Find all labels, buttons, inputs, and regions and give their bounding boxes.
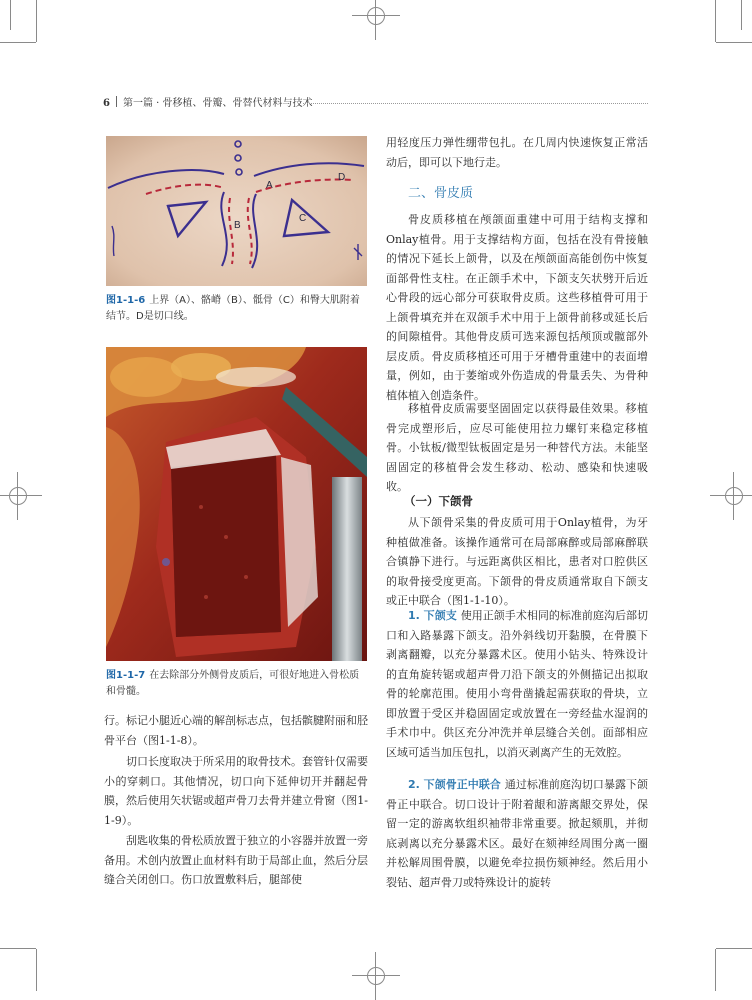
figure-marker-d: D	[338, 172, 346, 183]
body-paragraph: 切口长度取决于所采用的取骨技术。套管针仅需要小的穿刺口。其他情况，切口向下延伸切开并翻起骨膜，然后使用矢状锯或超声骨刀去骨并建立骨窗（图1-1-9）。	[104, 755, 368, 827]
body-paragraph: 骨皮质移植在颅颌面重建中可用于结构支撑和Onlay植骨。用于支撑结构方面，包括在没有骨接触的情况下延长上颌骨，以及在颅颌面高能创伤中恢复面部骨性支柱。在正颌手术中，下颌支矢状劈开后近心骨段的远心部分可获取骨皮质。这些移植骨可用于上颌骨填充并在双颌手术中用于上颌骨前移或延长后的间隙植骨。其他骨皮质可选来源包括颅顶或髋部外层皮质。骨皮质移植还可用于牙槽骨重建中的表面增量，例如，由于萎缩或外伤造成的骨量丢失、为骨种植体植入创造条件。	[386, 213, 648, 402]
item-text: 使用正颌手术相同的标准前庭沟后部切口和入路暴露下颌支。沿外斜线切开黏膜，在骨膜下剥离翻瓣，以充分暴露术区。使用小钻头、特殊设计的直角旋转锯或超声骨刀沿下颌支的外侧描记出拟取骨的轮廓范围。使用小弯骨凿撬起需获取的骨块，立即放置于受区并稳固固定或放置在一旁经盐水湿润的手术巾中。供区充分冲洗并单层缝合关创。面部相应区域可适当加压包扎，以消灭剥离产生的无效腔。	[386, 609, 648, 759]
figure-1-1-7-drawing	[106, 347, 367, 661]
registration-mark-top	[360, 0, 392, 32]
body-paragraph: 刮匙收集的骨松质放置于独立的小容器并放置一旁备用。术创内放置止血材料有助于局部止血，然后分层缝合关闭创口。伤口放置敷料后，腿部使	[104, 834, 368, 886]
page-number: 6	[103, 98, 110, 109]
figure-marker-b: B	[234, 220, 241, 231]
crop-mark	[715, 949, 716, 991]
figure-marker-a: A	[266, 180, 273, 191]
crop-mark	[715, 0, 716, 42]
subsection-heading: （一）下颌骨	[404, 494, 473, 508]
figure-1-1-6-photo	[106, 136, 367, 286]
figure-1-1-7-photo	[106, 347, 367, 661]
body-paragraph: 从下颌骨采集的骨皮质可用于Onlay植骨，为牙种植做准备。该操作通常可在局部麻醉或局部麻醉联合镇静下进行。与远距离供区相比，患者对口腔供区的取骨接受度更高。下颌骨的骨皮质通常取自下颌支或正中联合（图1-1-10）。	[386, 516, 648, 607]
figure-marker-c: C	[299, 213, 307, 224]
figure-1-1-7-caption	[106, 668, 368, 700]
body-paragraph: 行。标记小腿近心端的解剖标志点，包括髌腱附丽和胫骨平台（图1-1-8）。	[104, 714, 368, 747]
section-title: 第一篇 · 骨移植、骨瓣、骨替代材料与技术	[122, 98, 313, 109]
crop-mark	[36, 949, 37, 991]
caption-text: 在去除部分外侧骨皮质后，可很好地进入骨松质和骨髓。	[106, 670, 360, 697]
section-heading: 二、骨皮质	[408, 186, 474, 201]
item-lead: 1. 下颌支	[408, 609, 457, 622]
item-text: 通过标准前庭沟切口暴露下颌骨正中联合。切口设计于附着龈和游离龈交界处，保留一定的游离软组织袖带非常重要。掀起颏肌，并彻底剥离以充分暴露术区。最好在颏神经周围分离一圈并松解周围骨膜，以避免牵拉损伤颏神经。然后用小裂钻、超声骨刀或特殊设计的旋转	[386, 778, 648, 889]
body-paragraph	[386, 775, 648, 892]
running-head	[103, 96, 648, 110]
crop-mark	[716, 42, 752, 43]
registration-mark-left	[2, 480, 34, 512]
registration-mark-right	[718, 480, 750, 512]
registration-mark-bottom	[360, 960, 392, 992]
crop-mark	[716, 948, 752, 949]
crop-mark	[0, 42, 36, 43]
figure-label: 图1-1-7	[106, 670, 146, 681]
crop-mark	[741, 0, 742, 30]
item-lead: 2. 下颌骨正中联合	[408, 778, 501, 791]
figure-1-1-6-drawing	[106, 136, 367, 286]
crop-mark	[36, 0, 37, 42]
figure-1-1-6-caption	[106, 293, 368, 325]
body-paragraph	[386, 606, 648, 762]
body-paragraph: 移植骨皮质需要坚固固定以获得最佳效果。移植骨完成塑形后，应尽可能使用拉力螺钉来稳定移植骨。小钛板/微型钛板固定是另一种替代方法。未能坚固固定的移植骨会发生移动、松动、感染和快速吸收。	[386, 402, 648, 493]
crop-mark	[10, 0, 11, 30]
header-divider	[116, 96, 117, 107]
caption-text: 上界（A）、骼嵴（B）、骶骨（C）和臀大肌附着结节。D是切口线。	[106, 295, 360, 322]
crop-mark	[0, 948, 36, 949]
figure-label: 图1-1-6	[106, 295, 146, 306]
body-paragraph: 用轻度压力弹性绷带包扎。在几周内快速恢复正常活动后，即可以下地行走。	[386, 136, 648, 169]
header-rule	[303, 103, 648, 104]
